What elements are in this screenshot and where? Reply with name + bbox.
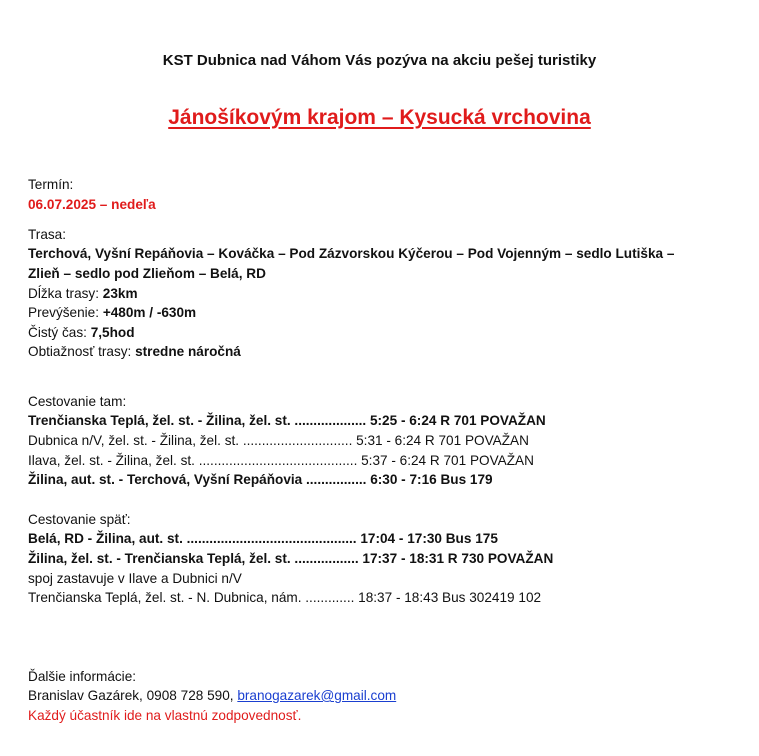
email-link[interactable]: branogazarek@gmail.com <box>237 688 397 703</box>
travel-there-row: Dubnica n/V, žel. st. - Žilina, žel. st. ............................. 5:31 - 6:24 R 701 POVAŽAN <box>28 433 529 448</box>
length-label: Dĺžka trasy: <box>28 286 103 301</box>
difficulty-label: Obtiažnosť trasy: <box>28 344 136 359</box>
route-line-1: Terchová, Vyšní Repáňovia – Kováčka – Pod Zázvorskou Kýčerou – Pod Vojenným – sedlo Lutiška – <box>28 246 675 261</box>
travel-back-note: spoj zastavuje v Ilave a Dubnici n/V <box>28 571 242 586</box>
time-row <box>28 323 135 343</box>
invitation-heading: KST Dubnica nad Váhom Vás pozýva na akciu pešej turistiky <box>162 52 597 69</box>
travel-there-row: Trenčianska Teplá, žel. st. - Žilina, žel. st. ................... 5:25 - 6:24 R 701 POVAŽAN <box>28 413 546 428</box>
route-line-2: Zlieň – sedlo pod Zlieňom – Belá, RD <box>28 266 266 281</box>
difficulty-value: stredne náročná <box>135 344 241 359</box>
time-label: Čistý čas: <box>28 325 91 340</box>
date-label: Termín: <box>28 177 74 192</box>
route-label: Trasa: <box>28 227 67 242</box>
travel-back-row: Trenčianska Teplá, žel. st. - N. Dubnica, nám. ............. 18:37 - 18:43 Bus 302419 102 <box>28 590 542 605</box>
difficulty-row <box>28 342 241 362</box>
event-title: Jánošíkovým krajom – Kysucká vrchovina <box>168 106 591 129</box>
travel-back-label: Cestovanie späť: <box>28 512 131 527</box>
disclaimer: Každý účastník ide na vlastnú zodpovednosť. <box>28 708 302 723</box>
length-value: 23km <box>102 286 138 301</box>
travel-back-row: Žilina, žel. st. - Trenčianska Teplá, žel. st. ................. 17:37 - 18:31 R 730 POVAŽAN <box>28 551 554 566</box>
contact-name-phone: Branislav Gazárek, 0908 728 590, <box>28 688 238 703</box>
travel-there-label: Cestovanie tam: <box>28 394 127 409</box>
length-row <box>28 284 138 304</box>
contact-row <box>28 686 396 706</box>
elevation-label: Prevýšenie: <box>28 305 103 320</box>
date-value: 06.07.2025 – nedeľa <box>28 197 156 212</box>
contact-label: Ďalšie informácie: <box>28 669 137 684</box>
travel-back-row: Belá, RD - Žilina, aut. st. ............................................. 17:04 - 17:30 Bus 175 <box>28 531 498 546</box>
travel-there-row: Žilina, aut. st. - Terchová, Vyšní Repáňovia ................ 6:30 - 7:16 Bus 179 <box>28 472 493 487</box>
travel-there-row: Ilava, žel. st. - Žilina, žel. st. .......................................... 5:37 - 6:24 R 701 POVAŽAN <box>28 453 534 468</box>
time-value: 7,5hod <box>90 325 135 340</box>
elevation-value: +480m / -630m <box>102 305 197 320</box>
elevation-row <box>28 303 196 323</box>
